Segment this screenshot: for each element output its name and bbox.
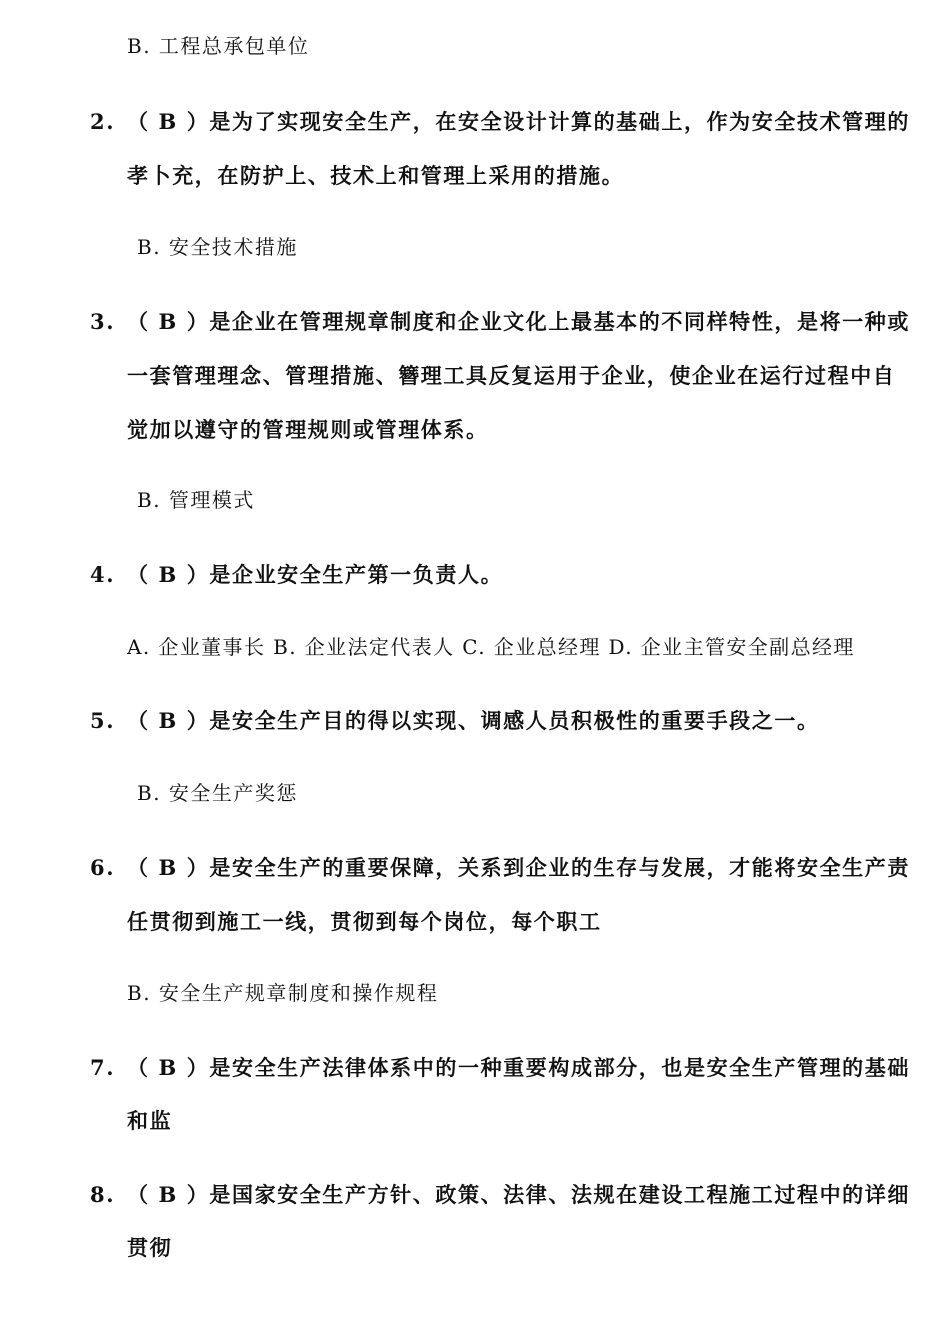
answer-line-1: B. 工程总承包单位 [127,34,310,58]
question-text-line: （ B ）是安全生产法律体系中的一种重要构成部分，也是安全生产管理的基础 [127,1055,910,1080]
answer-line-3: B. 管理模式 [137,488,255,512]
options-line-4: A. 企业董事长 B. 企业法定代表人 C. 企业总经理 D. 企业主管安全副总经理 [127,635,855,659]
question-text-line: （ B ）是安全生产的重要保障，关系到企业的生存与发展，才能将安全生产责 [127,855,910,880]
question-text-line: （ B ）是安全生产目的得以实现、调感人员积极性的重要手段之一。 [127,708,820,733]
question-text-line: （ B ）是为了实现安全生产，在安全设计计算的基础上，作为安全技术管理的 [127,109,910,134]
question-2-continuation: 孝卜充，在防护上、技术上和管理上采用的措施。 [127,163,625,188]
question-text-line: （ B ）是国家安全生产方针、政策、法律、法规在建设工程施工过程中的详细 [127,1182,910,1207]
question-6-continuation: 任贯彻到施工一线，贯彻到每个岗位，每个职工 [127,909,602,934]
answer-line-2: B. 安全技术措施 [137,235,298,259]
question-number: 6. [90,855,116,880]
question-3-continuation-1: 一套管理理念、管理措施、簪理工具反复运用于企业，使企业在运行过程中自 [127,363,896,388]
question-3-continuation-2: 觉加以遵守的管理规则或管理体系。 [127,417,489,442]
question-number: 7. [90,1055,116,1080]
question-number: 8. [90,1182,116,1207]
question-8-continuation: 贯彻 [127,1235,173,1260]
answer-line-5: B. 安全生产奖惩 [137,781,298,805]
question-number: 2. [90,109,116,134]
question-number: 3. [90,309,116,334]
question-number: 5. [90,708,116,733]
question-number: 4. [90,562,116,587]
answer-line-6: B. 安全生产规章制度和操作规程 [127,981,439,1005]
question-7-continuation: 和监 [127,1108,173,1133]
question-text-line: （ B ）是企业在管理规章制度和企业文化上最基本的不同样特性，是将一种或 [127,309,910,334]
question-text-line: （ B ）是企业安全生产第一负责人。 [127,562,504,587]
